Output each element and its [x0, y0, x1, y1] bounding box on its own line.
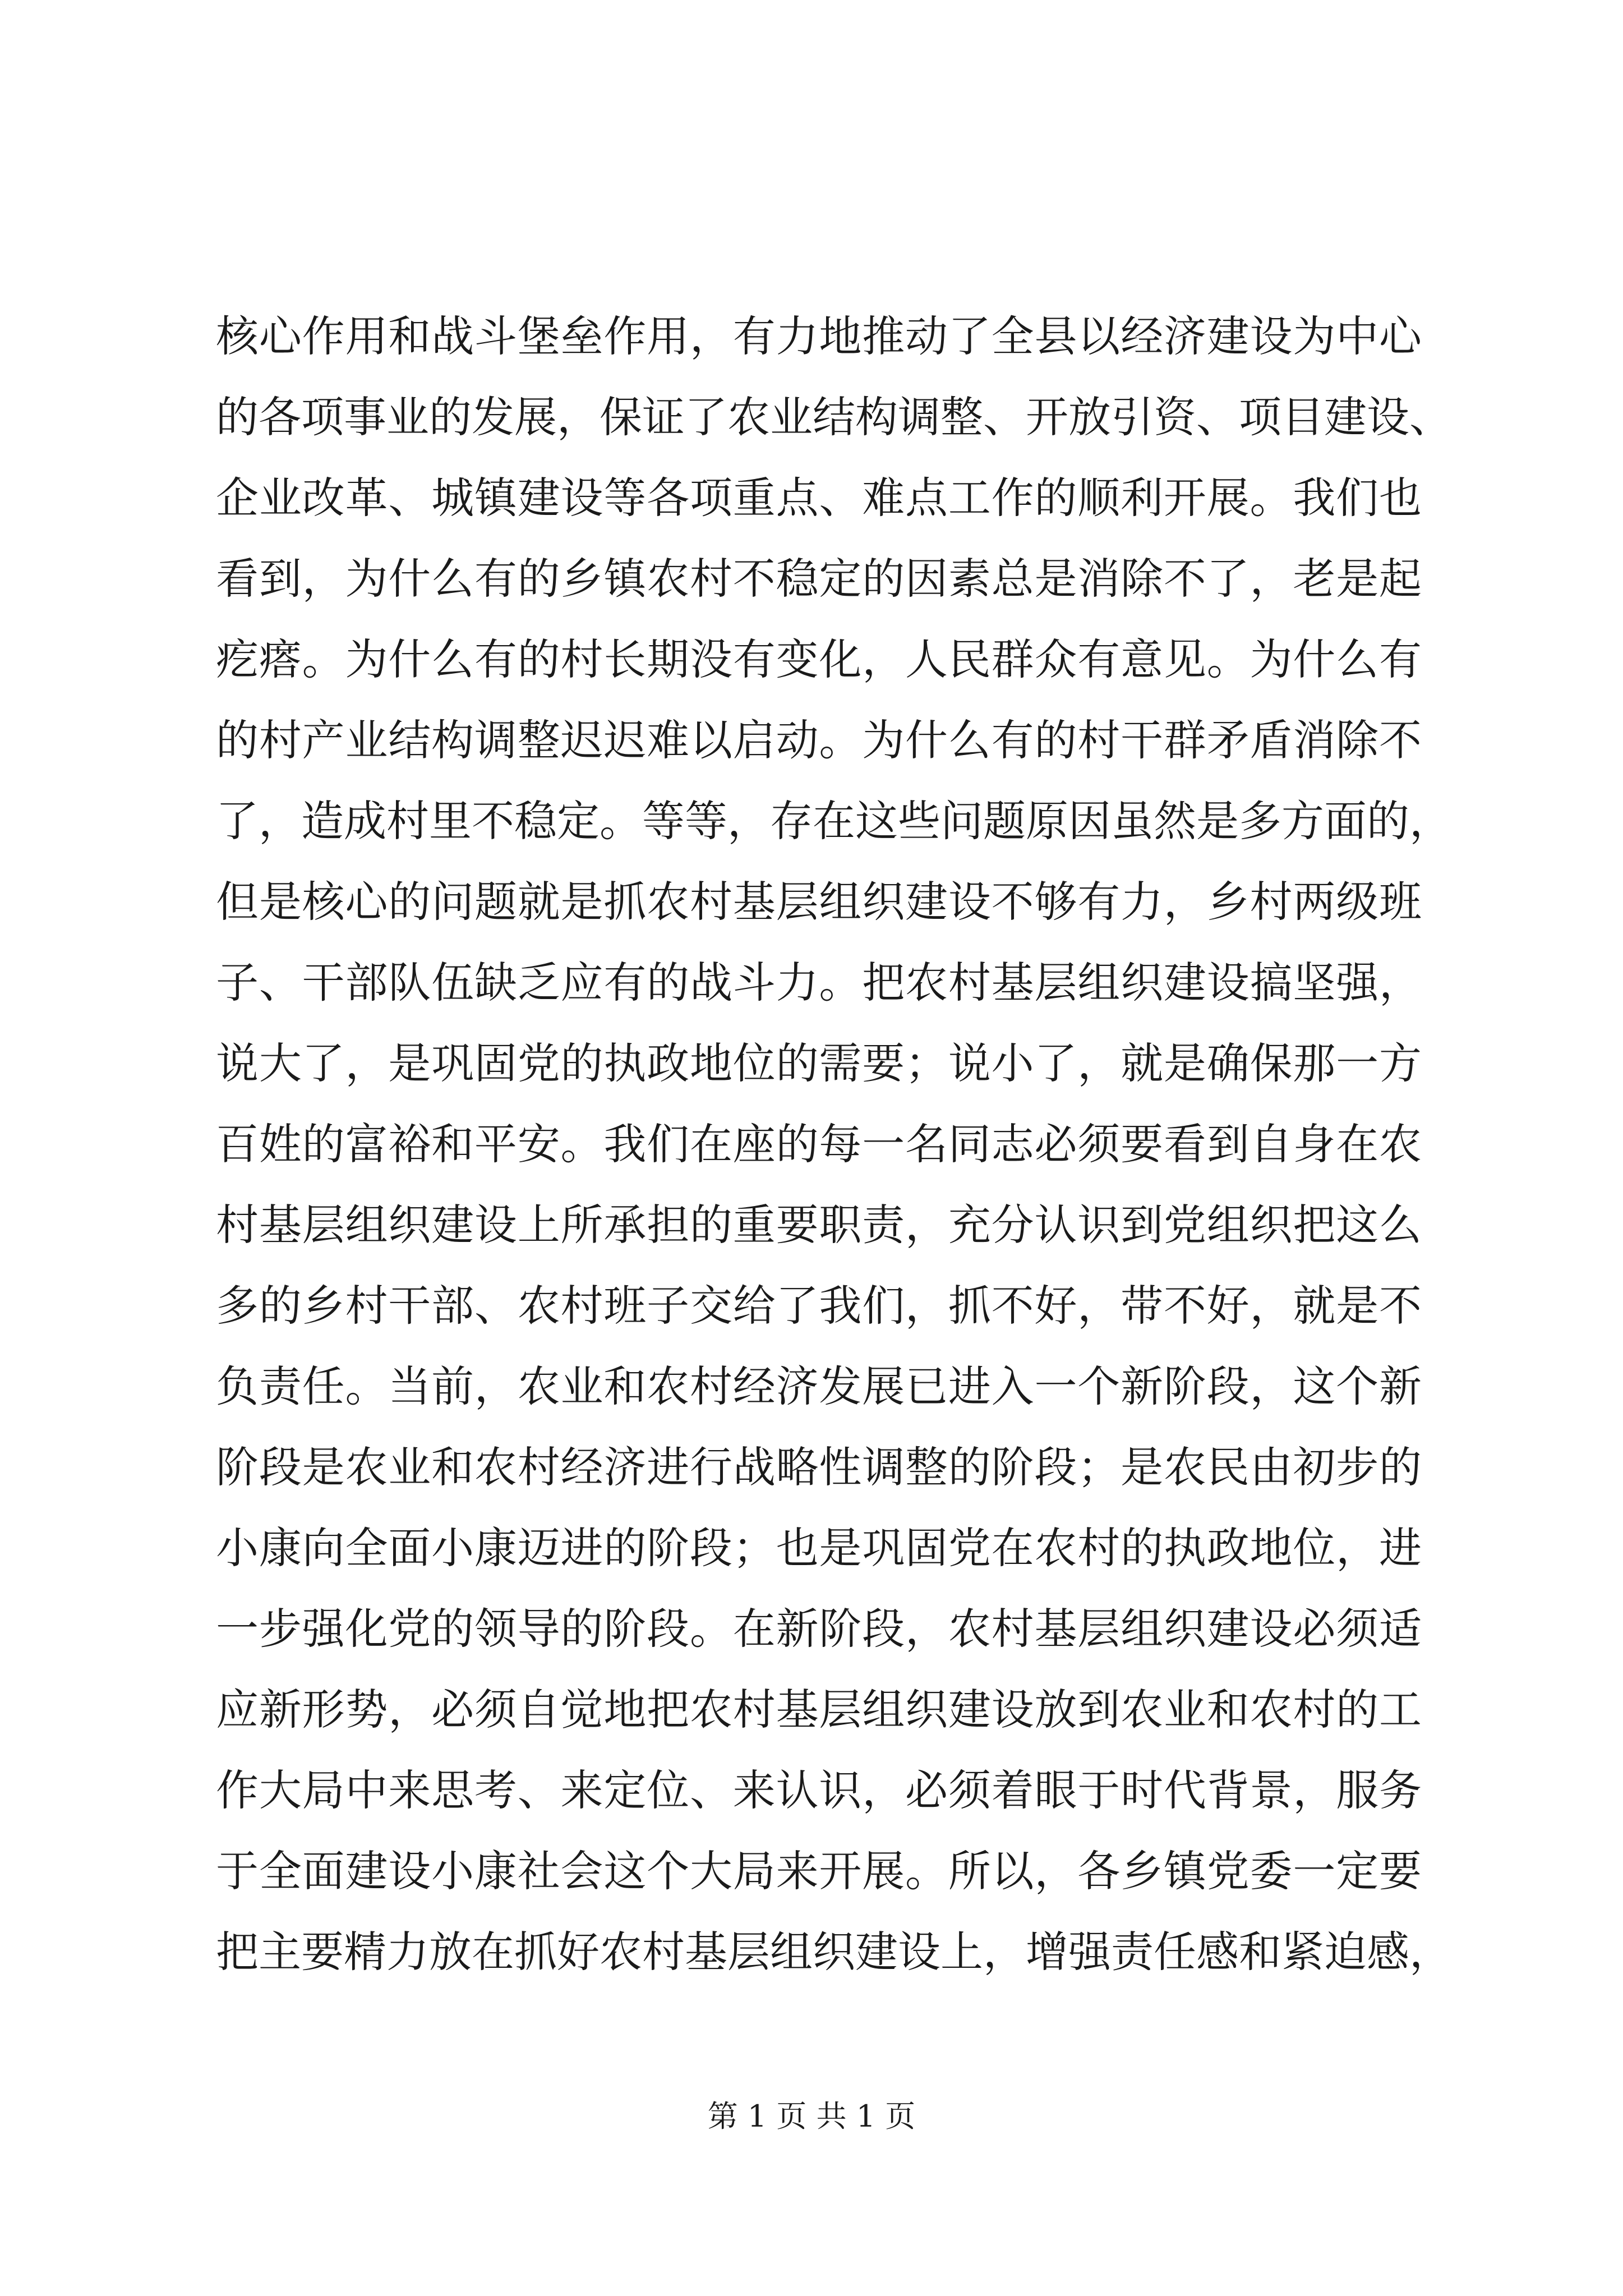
text-line: 但是核心的问题就是抓农村基层组织建设不够有力，乡村两级班 — [216, 877, 1422, 927]
page-number-label: 第 1 页 共 1 页 — [707, 2099, 916, 2134]
text-line: 的各项事业的发展，保证了农业结构调整、开放引资、项目建设、 — [216, 392, 1452, 442]
text-line: 负责任。当前，农业和农村经济发展已进入一个新阶段，这个新 — [216, 1361, 1422, 1411]
text-line: 说大了，是巩固党的执政地位的需要；说小了，就是确保那一方 — [216, 1038, 1422, 1088]
body-text — [216, 296, 1452, 1993]
text-line: 于全面建设小康社会这个大局来开展。所以，各乡镇党委一定要 — [216, 1846, 1422, 1896]
text-line: 作大局中来思考、来定位、来认识，必须着眼于时代背景，服务 — [216, 1765, 1422, 1815]
text-line: 的村产业结构调整迟迟难以启动。为什么有的村干群矛盾消除不 — [216, 715, 1422, 765]
page-footer — [0, 2097, 1623, 2136]
text-line: 子、干部队伍缺乏应有的战斗力。把农村基层组织建设搞坚强， — [216, 958, 1422, 1007]
text-line: 一步强化党的领导的阶段。在新阶段，农村基层组织建设必须适 — [216, 1604, 1422, 1654]
text-line: 村基层组织建设上所承担的重要职责，充分认识到党组织把这么 — [216, 1200, 1422, 1250]
text-line: 企业改革、城镇建设等各项重点、难点工作的顺利开展。我们也 — [216, 473, 1422, 523]
text-line: 疙瘩。为什么有的村长期没有变化，人民群众有意见。为什么有 — [216, 634, 1422, 684]
text-line: 阶段是农业和农村经济进行战略性调整的阶段；是农民由初步的 — [216, 1442, 1422, 1492]
text-line: 百姓的富裕和平安。我们在座的每一名同志必须要看到自身在农 — [216, 1119, 1422, 1169]
text-line: 多的乡村干部、农村班子交给了我们，抓不好，带不好，就是不 — [216, 1281, 1422, 1331]
text-line: 看到，为什么有的乡镇农村不稳定的因素总是消除不了，老是起 — [216, 554, 1422, 604]
text-line: 核心作用和战斗堡垒作用，有力地推动了全县以经济建设为中心 — [216, 311, 1422, 361]
text-line: 把主要精力放在抓好农村基层组织建设上，增强责任感和紧迫感， — [216, 1927, 1452, 1977]
text-line: 了，造成村里不稳定。等等，存在这些问题原因虽然是多方面的， — [216, 796, 1452, 846]
text-line: 应新形势，必须自觉地把农村基层组织建设放到农业和农村的工 — [216, 1685, 1422, 1734]
text-line: 小康向全面小康迈进的阶段；也是巩固党在农村的执政地位，进 — [216, 1523, 1422, 1573]
